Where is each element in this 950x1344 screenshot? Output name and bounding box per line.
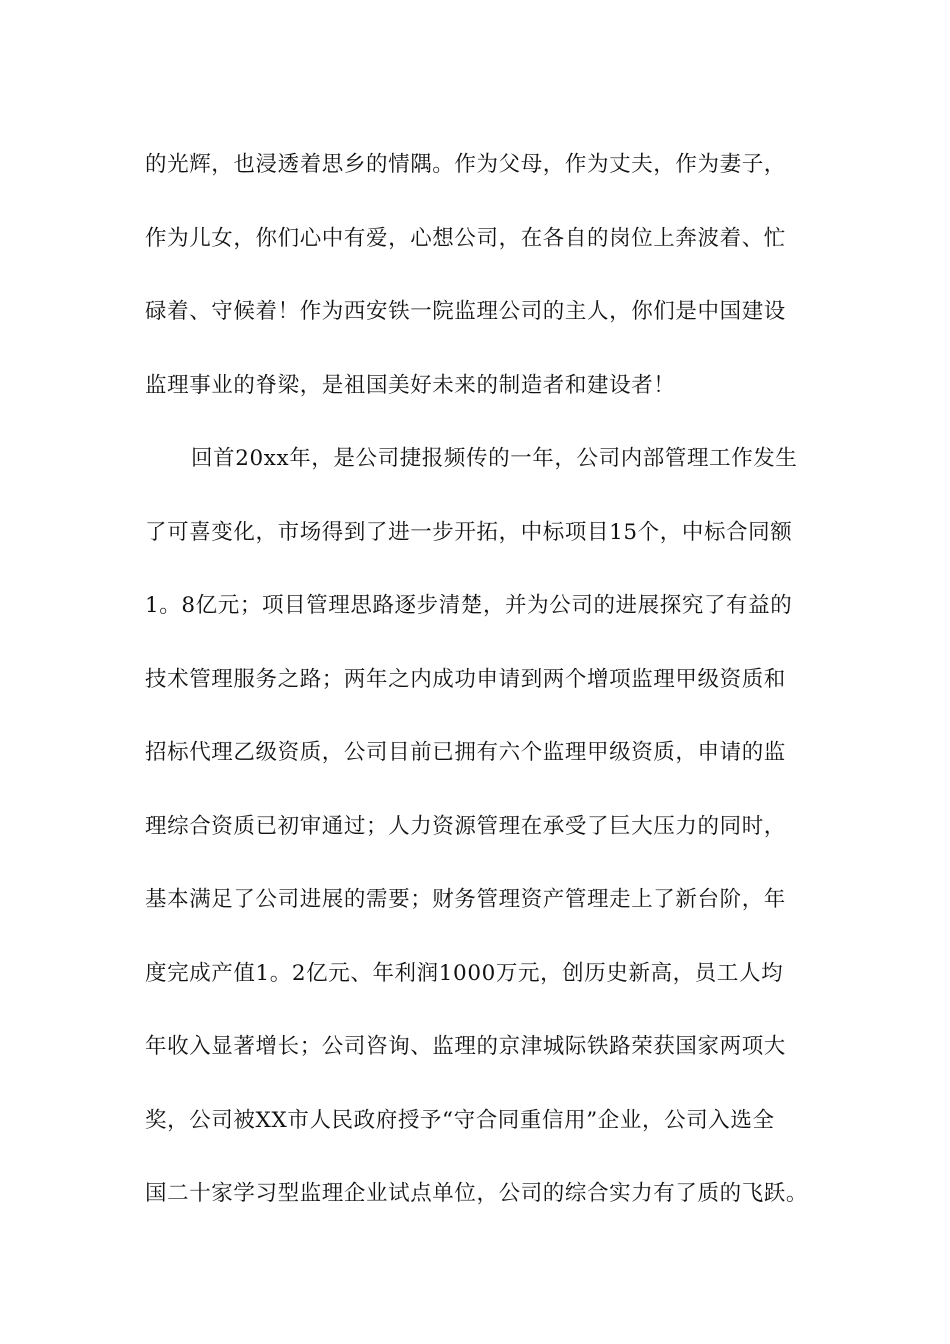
text-line: 度完成产值1。2亿元、年利润1000万元，创历史新高，员工人均: [145, 960, 784, 986]
document-body: [145, 128, 835, 1231]
text-line: 理综合资质已初审通过；人力资源管理在承受了巨大压力的同时，: [145, 813, 786, 839]
text-line: 监理事业的脊梁，是祖国美好未来的制造者和建设者！: [145, 372, 676, 398]
text-line: 年收入显著增长；公司咨询、监理的京津城际铁路荣获国家两项大: [145, 1034, 786, 1059]
paragraph-2: [145, 422, 835, 1231]
text-line: 基本满足了公司进展的需要；财务管理资产管理走上了新台阶，年: [145, 887, 786, 912]
text-line-indented: 回首20xx年，是公司捷报频传的一年，公司内部管理工作发生: [191, 446, 798, 471]
text-line: 技术管理服务之路；两年之内成功申请到两个增项监理甲级资质和: [145, 666, 786, 692]
text-line: 国二十家学习型监理企业试点单位，公司的综合实力有了质的飞跃。: [145, 1181, 809, 1206]
text-line: 了可喜变化，市场得到了进一步开拓，中标项目15个，中标合同额: [145, 519, 793, 545]
text-line: 1。8亿元；项目管理思路逐步清楚，并为公司的进展探究了有益的: [145, 593, 793, 618]
paragraph-1: [145, 128, 835, 422]
text-line: 作为儿女，你们心中有爱，心想公司，在各自的岗位上奔波着、忙: [145, 225, 786, 251]
text-line: 招标代理乙级资质，公司目前已拥有六个监理甲级资质，申请的监: [145, 740, 786, 765]
text-line: 的光辉，也浸透着思乡的情隅。作为父母，作为丈夫，作为妻子，: [145, 152, 786, 177]
text-line: 奖，公司被XX市人民政府授予“守合同重信用”企业，公司入选全: [145, 1107, 775, 1133]
text-line: 碌着、守候着！作为西安铁一院监理公司的主人，你们是中国建设: [145, 299, 786, 324]
